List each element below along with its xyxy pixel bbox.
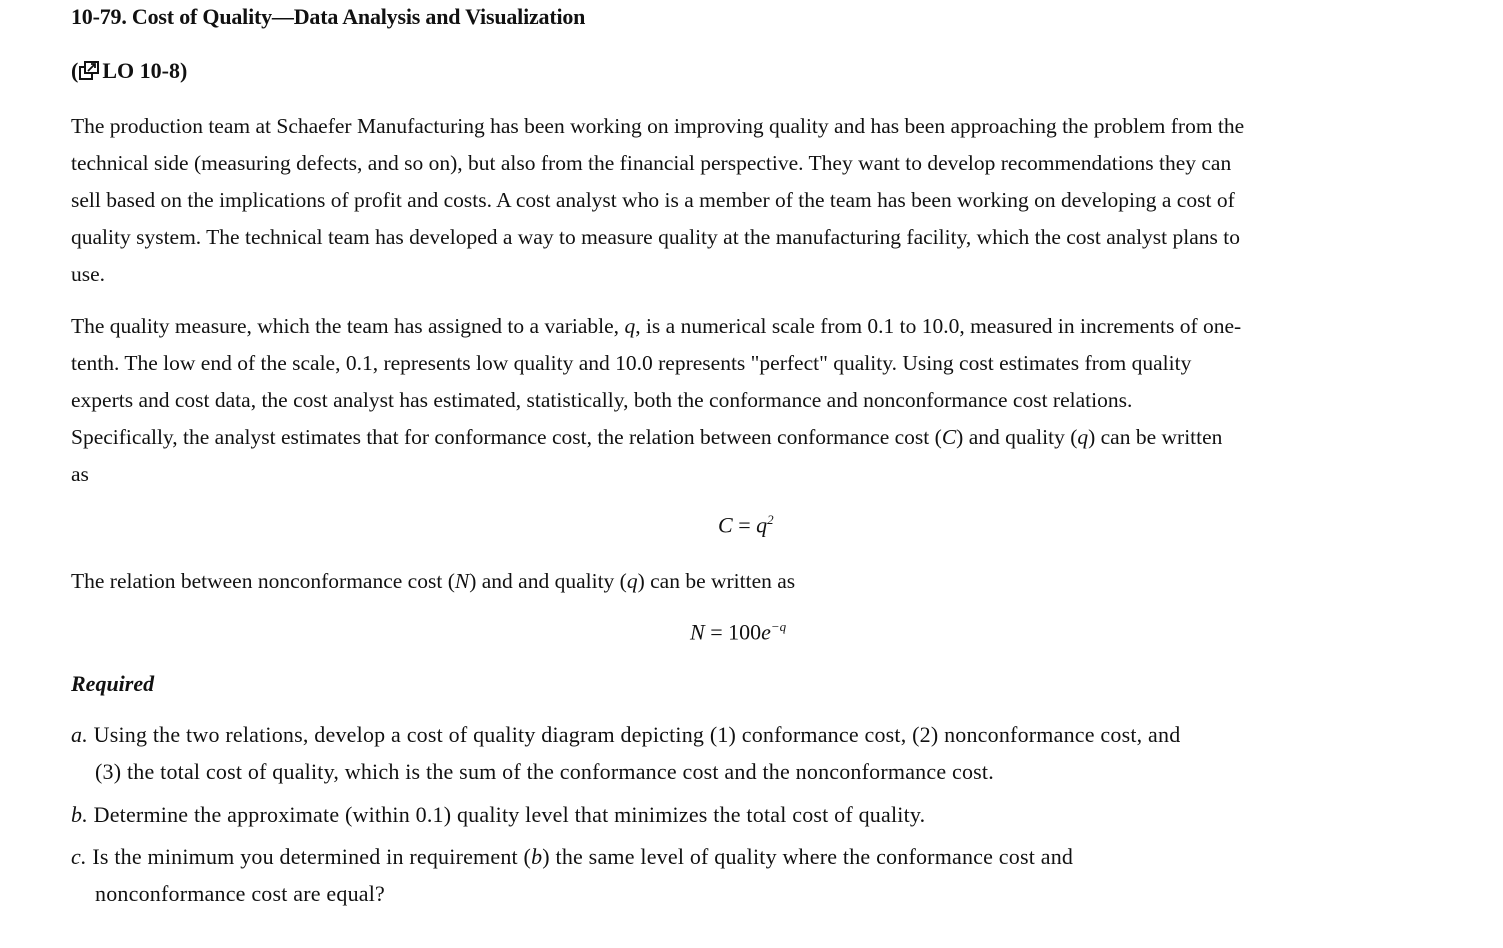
- eq-equals: =: [732, 512, 757, 538]
- variable-n: N: [454, 569, 470, 593]
- requirement-a: [71, 716, 1471, 790]
- intro-line: use.: [71, 262, 106, 286]
- conformance-cost-equation: [718, 512, 774, 538]
- requirement-b: [71, 796, 1471, 833]
- text-segment: The quality measure, which the team has assigned to a variable,: [71, 314, 625, 338]
- eq-lhs: N: [690, 619, 705, 645]
- text-segment: , is a numerical scale from 0.1 to 10.0, measured in increments of one-: [635, 314, 1242, 338]
- lo-close-paren: ): [179, 58, 188, 83]
- text-segment: ) can be written: [1088, 425, 1223, 449]
- nonconformance-cost-equation: [690, 619, 786, 645]
- text-segment: Is the minimum you determined in requirement (: [86, 844, 532, 869]
- variable-q: q: [1077, 425, 1089, 449]
- external-link-icon: [78, 61, 100, 81]
- text-segment: ) and and quality (: [469, 569, 627, 593]
- intro-paragraph: [71, 108, 1456, 293]
- intro-line: sell based on the implications of profit and costs. A cost analyst who is a member of the team has been working on developing a cost of: [71, 188, 1235, 212]
- quality-measure-paragraph: [71, 308, 1456, 493]
- quality-line: experts and cost data, the cost analyst has estimated, statistically, both the conformance and nonconformance cost relations.: [71, 388, 1133, 412]
- text-segment: ) the same level of quality where the conformance cost and: [542, 844, 1074, 869]
- requirement-line: [71, 838, 1471, 875]
- requirement-reference: b: [531, 844, 543, 869]
- requirement-label: c.: [71, 844, 87, 869]
- eq-base: e: [761, 619, 771, 645]
- variable-q: q: [624, 314, 636, 338]
- requirement-line: [71, 716, 1471, 753]
- intro-line: quality system. The technical team has developed a way to measure quality at the manufacturing facility, which the cost analyst plans to: [71, 225, 1240, 249]
- nonconformance-paragraph: [71, 563, 1456, 600]
- requirement-line: (3) the total cost of quality, which is the sum of the conformance cost and the nonconformance cost.: [95, 759, 994, 784]
- lo-open-paren: (: [71, 58, 79, 83]
- requirement-line: [71, 796, 1471, 833]
- eq-coefficient: 100: [728, 619, 762, 645]
- eq-exponent: −q: [770, 619, 787, 634]
- intro-line: technical side (measuring defects, and so on), but also from the financial perspective. They want to develop recommendations they can: [71, 151, 1232, 175]
- problem-title: 10-79. Cost of Quality—Data Analysis and Visualization: [71, 4, 586, 29]
- text-segment: ) and quality (: [956, 425, 1078, 449]
- requirement-c: [71, 838, 1471, 912]
- text-segment: Determine the approximate (within 0.1) quality level that minimizes the total cost of quality.: [87, 802, 926, 827]
- requirement-label: b.: [71, 802, 88, 827]
- eq-exponent: 2: [767, 512, 774, 527]
- lo-label: LO 10-8: [102, 58, 180, 83]
- learning-objective-link[interactable]: [71, 58, 187, 84]
- text-segment: The relation between nonconformance cost (: [71, 569, 455, 593]
- eq-rhs: q: [756, 512, 768, 538]
- quality-line: as: [71, 462, 89, 486]
- text-segment: Using the two relations, develop a cost of quality diagram depicting (1) conformance cost, (2) nonconformance cost, and: [87, 722, 1181, 747]
- quality-line: [71, 308, 1456, 345]
- requirement-label: a.: [71, 722, 88, 747]
- eq-equals: =: [704, 619, 729, 645]
- requirement-line: nonconformance cost are equal?: [95, 881, 386, 906]
- text-segment: ) can be written as: [637, 569, 796, 593]
- intro-line: The production team at Schaefer Manufacturing has been working on improving quality and has been approaching the problem from the: [71, 114, 1245, 138]
- nonconformance-line: [71, 563, 1456, 600]
- variable-c: C: [941, 425, 957, 449]
- quality-line: tenth. The low end of the scale, 0.1, represents low quality and 10.0 represents "perfect" quality. Using cost estimates from quality: [71, 351, 1192, 375]
- eq-lhs: C: [718, 512, 733, 538]
- quality-line: [71, 419, 1456, 456]
- required-heading: Required: [71, 671, 155, 696]
- text-segment: Specifically, the analyst estimates that for conformance cost, the relation between conformance cost (: [71, 425, 942, 449]
- variable-q: q: [626, 569, 638, 593]
